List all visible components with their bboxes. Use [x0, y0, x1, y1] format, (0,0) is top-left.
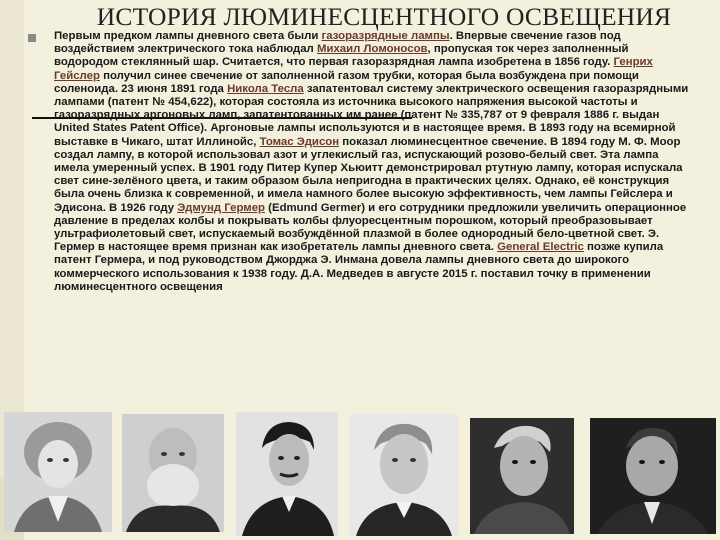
link-edison[interactable]: Томас Эдисон [259, 135, 340, 148]
portrait-icon [590, 418, 716, 534]
portrait-medvedev [590, 418, 716, 534]
text-segment: , пропуская ток через заполненный водородом стеклянный шар. Считается, что первая газоразрядная лампа изобретена в 1856 году. [54, 43, 629, 69]
history-paragraph [54, 30, 694, 294]
link-germer[interactable]: Эдмунд Гермер [177, 201, 266, 214]
portrait-edison [350, 414, 458, 536]
portrait-icon [470, 418, 574, 534]
text-segment: . Впервые свечение газов под воздействием электрического тока наблюдал [54, 30, 621, 56]
portrait-lomonosov [4, 412, 112, 532]
link-lomonosov[interactable]: Михаил Ломоносов [316, 43, 428, 56]
portrait-icon [350, 414, 458, 536]
portrait-icon [236, 412, 338, 536]
link-tesla[interactable]: Никола Тесла [227, 82, 304, 95]
portrait-icon [4, 412, 112, 532]
link-geissler[interactable]: Генрих Гейслер [54, 56, 653, 82]
link-general-electric[interactable]: General Electric [497, 241, 584, 254]
bullet-square-icon [28, 34, 36, 42]
portrait-gallery [0, 404, 720, 540]
text-segment: позже купила патент Гермера, и под руководством Джорджа Э. Инмана довела лампы дневного света до широкого коммерческого использования к 1938 году. Д.А. Медведев в августе 2015 г. поставил точку в применении люминесцентного освещения [54, 241, 664, 293]
text-segment: запатентовал систему электрического освещения газоразрядными лампами (патент № 454,622), которая состояла из источника высокого напряжения высокой частоты и газоразрядных аргоновых ламп, запатентованных им ранее (патент № 335,787 от 9 февраля 1886 г. выдан United States Patent Office). Аргоновые лампы используются и в настоящее время. В 1893 году на всемирной выставке в Чикаго, штат Иллинойс, [54, 82, 689, 148]
text-segment: получил синее свечение от заполненной газом трубки, которая была возбуждена при помощи соленоида. 23 июня 1891 года [54, 69, 639, 95]
portrait-icon [122, 414, 224, 532]
portrait-germer [470, 418, 574, 534]
text-segment: (Edmund Germer) и его сотрудники предложили увеличить операционное давление в пределах колбы и покрывать колбы флуоресцентным порошком, который преобразовывает ультрафиолетовый свет, испускаемый возбуждённой плазмой в более однородный бело-цветной свет. Э. Гермер в настоящее время признан как изобретатель лампы дневного света. [54, 201, 687, 254]
portrait-tesla [236, 412, 338, 536]
link-gas-discharge-lamps[interactable]: газоразрядные лампы [321, 30, 450, 42]
text-segment: Первым предком лампы дневного света были [54, 30, 322, 42]
portrait-geissler [122, 414, 224, 532]
slide-title: ИСТОРИЯ ЛЮМИНЕСЦЕНТНОГО ОСВЕЩЕНИЯ [96, 2, 672, 31]
text-segment: показал люминесцентное свечение. В 1894 году М. Ф. Моор создал лампу, в которой использовал азот и углекислый газ, испускающий розово-белый свет. Эта лампа имела умеренный успех. В 1901 году Питер Купер Хьюитт демонстрировал ртутную лампу, которая испускала свет сине-зелёного цвета, и таким образом была непригодна в практических целях. Однако, её конструкция была очень близка к современной, и имела намного более высокую эффективность, чем лампы Гейслера и Эдисона. В 1926 году [54, 135, 683, 214]
